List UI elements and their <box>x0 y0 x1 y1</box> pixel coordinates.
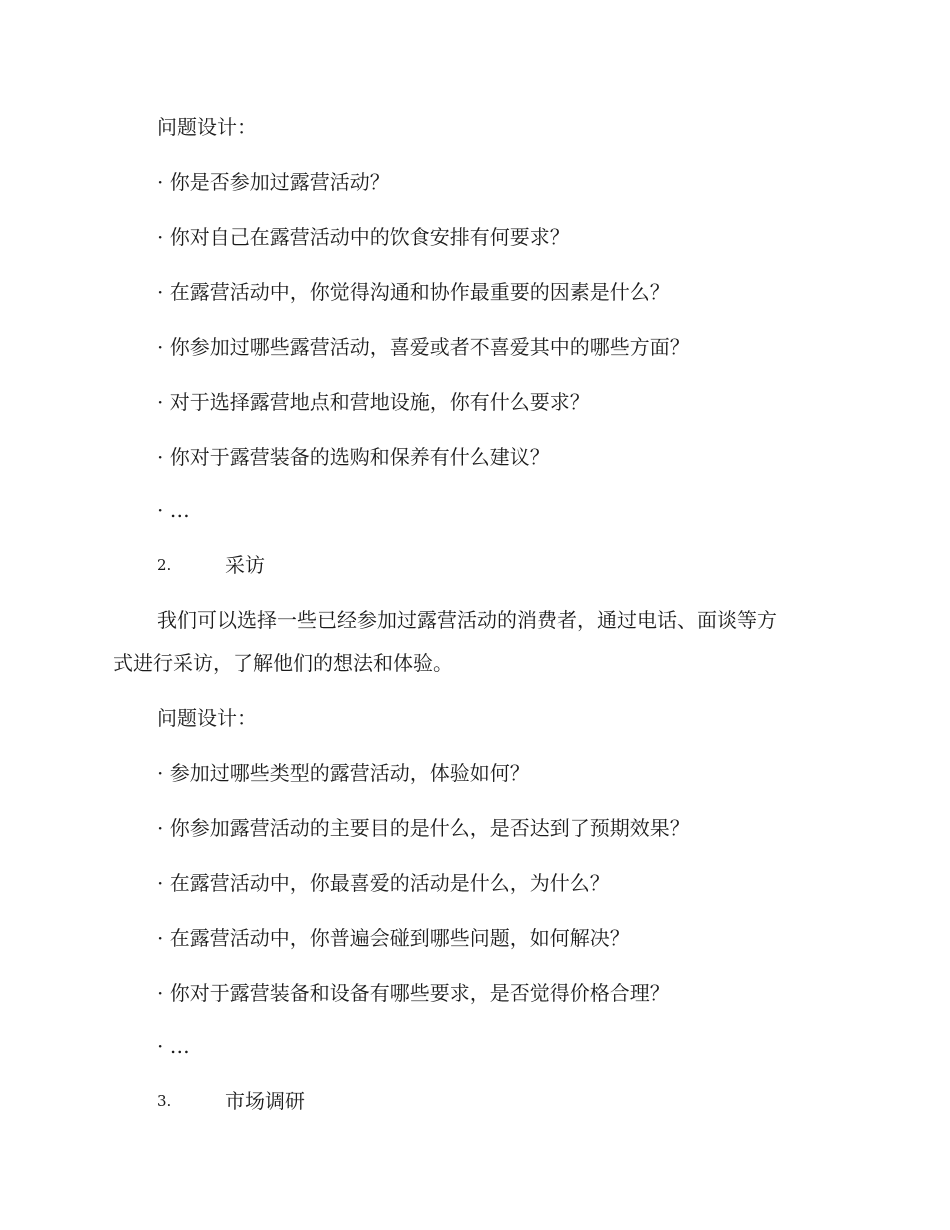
list-item: · 在露营活动中，你最喜爱的活动是什么，为什么？ <box>157 871 610 895</box>
list-item: · 你对自己在露营活动中的饮食安排有何要求？ <box>157 225 570 249</box>
paragraph-line: 式进行采访，了解他们的想法和体验。 <box>113 651 453 675</box>
section-heading: 采访 <box>225 553 265 577</box>
list-item: · 你是否参加过露营活动？ <box>157 170 390 194</box>
list-item: · … <box>157 498 190 522</box>
section-number: 3. <box>157 1092 172 1110</box>
list-item: · 你参加露营活动的主要目的是什么，是否达到了预期效果？ <box>157 816 690 840</box>
list-item: · 对于选择露营地点和营地设施，你有什么要求？ <box>157 390 590 414</box>
section-heading: 市场调研 <box>225 1089 305 1113</box>
list-item: · 你参加过哪些露营活动，喜爱或者不喜爱其中的哪些方面？ <box>157 335 690 359</box>
section-number: 2. <box>157 556 172 574</box>
list-item: · … <box>157 1034 190 1058</box>
list-item: · 在露营活动中，你普遍会碰到哪些问题，如何解决？ <box>157 926 630 950</box>
list-item: · 你对于露营装备和设备有哪些要求，是否觉得价格合理？ <box>157 981 670 1005</box>
list-item: · 在露营活动中，你觉得沟通和协作最重要的因素是什么？ <box>157 280 670 304</box>
list-item: · 你对于露营装备的选购和保养有什么建议？ <box>157 445 550 469</box>
question-design-label: 问题设计： <box>157 115 257 139</box>
question-design-label: 问题设计： <box>157 706 257 730</box>
list-item: · 参加过哪些类型的露营活动，体验如何？ <box>157 761 530 785</box>
paragraph-line: 我们可以选择一些已经参加过露营活动的消费者，通过电话、面谈等方 <box>157 608 777 632</box>
